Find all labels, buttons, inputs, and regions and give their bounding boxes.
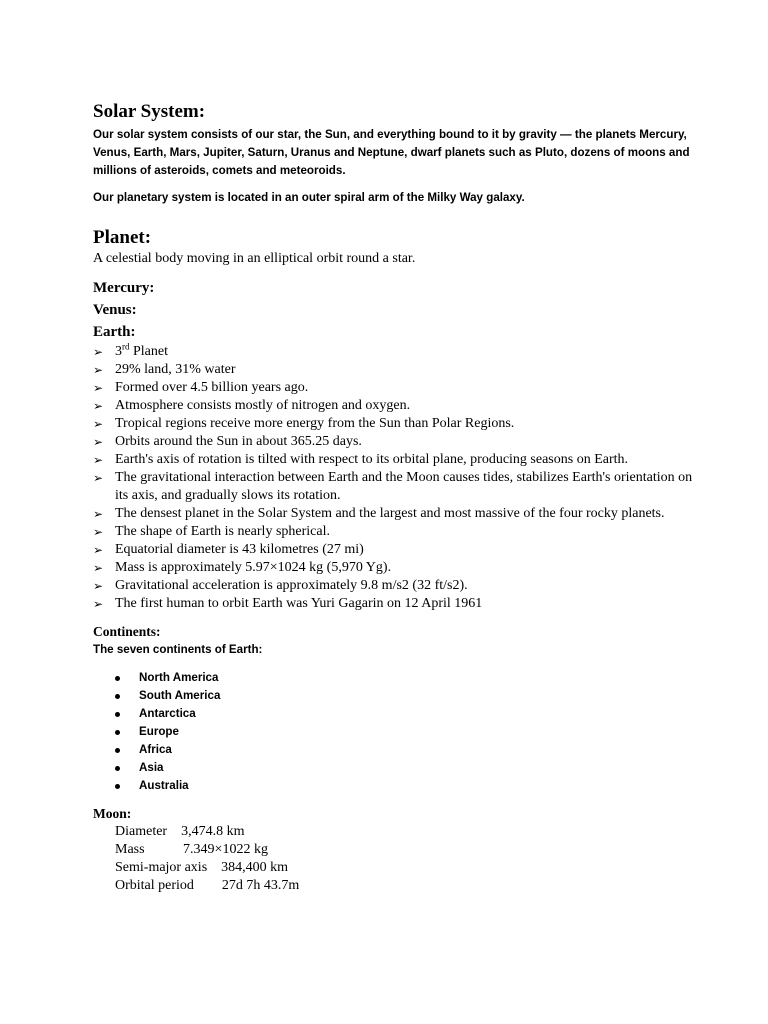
arrow-bullet-icon: ➢ [93, 507, 104, 521]
bullet-dot-icon [115, 784, 120, 789]
continents-heading: Continents: [93, 624, 161, 639]
earth-fact-item [93, 559, 693, 577]
earth-fact-text: Equatorial diameter is 43 kilometres (27 mi) [115, 542, 364, 557]
earth-fact-text: 29% land, 31% water [115, 362, 236, 377]
continent-item [93, 687, 693, 705]
earth-fact-text: The first human to orbit Earth was Yuri Gagarin on 12 April 1961 [115, 596, 483, 611]
arrow-bullet-icon: ➢ [93, 381, 104, 395]
earth-fact-item [93, 397, 693, 415]
continent-item [93, 705, 693, 723]
earth-fact-item [93, 415, 693, 433]
earth-fact-text: Orbits around the Sun in about 365.25 days. [115, 434, 362, 449]
earth-fact-text: The shape of Earth is nearly spherical. [115, 524, 330, 539]
bullet-dot-icon [115, 766, 120, 771]
earth-fact-item [93, 523, 693, 541]
earth-fact-item [93, 505, 693, 523]
arrow-bullet-icon: ➢ [93, 543, 104, 557]
earth-fact-text: The gravitational interaction between Earth and the Moon causes tides, stabilizes Earth's orientation on its axis, and gradually slows its rotation. [115, 470, 693, 503]
arrow-bullet-icon: ➢ [93, 399, 104, 413]
moon-fact-row: Semi-major axis 384,400 km [115, 860, 289, 875]
earth-fact-item [93, 361, 693, 379]
earth-fact-item [93, 343, 693, 361]
continent-label: Australia [139, 779, 189, 792]
arrow-bullet-icon: ➢ [93, 363, 104, 377]
planet-heading: Planet: [93, 227, 152, 248]
mercury-heading: Mercury: [93, 280, 155, 296]
arrow-bullet-icon: ➢ [93, 597, 104, 611]
solar-system-paragraph: Our solar system consists of our star, the Sun, and everything bound to it by gravity — the planets Mercury, Venus, Earth, Mars, Jupiter, Saturn, Uranus and Neptune, dwarf planets such as Pluto, dozens of moons and millions of asteroids, comets and meteoroids. [93, 128, 690, 177]
arrow-bullet-icon: ➢ [93, 417, 104, 431]
bullet-dot-icon [115, 694, 120, 699]
continent-label: North America [139, 671, 219, 684]
bullet-dot-icon [115, 712, 120, 717]
bullet-dot-icon [115, 676, 120, 681]
arrow-bullet-icon: ➢ [93, 345, 104, 359]
earth-fact-item [93, 469, 693, 505]
arrow-bullet-icon: ➢ [93, 453, 104, 467]
bullet-dot-icon [115, 730, 120, 735]
continents-subheading: The seven continents of Earth: [93, 643, 263, 656]
arrow-bullet-icon: ➢ [93, 435, 104, 449]
earth-fact-item [93, 379, 693, 397]
earth-fact-text: Formed over 4.5 billion years ago. [115, 380, 309, 395]
earth-fact-item [93, 577, 693, 595]
arrow-bullet-icon: ➢ [93, 525, 104, 539]
earth-fact-item [93, 595, 693, 613]
arrow-bullet-icon: ➢ [93, 471, 104, 485]
moon-fact-row: Orbital period 27d 7h 43.7m [115, 878, 300, 893]
earth-fact-text: The densest planet in the Solar System and the largest and most massive of the four rocky planets. [115, 506, 665, 521]
moon-fact-row: Mass 7.349×1022 kg [115, 842, 268, 857]
moon-heading: Moon: [93, 806, 132, 821]
earth-fact-text: Mass is approximately 5.97×1024 kg (5,970 Yg). [115, 560, 392, 575]
continent-label: Europe [139, 725, 179, 738]
continent-item [93, 723, 693, 741]
milky-way-paragraph: Our planetary system is located in an outer spiral arm of the Milky Way galaxy. [93, 191, 525, 204]
earth-fact-text: Tropical regions receive more energy from the Sun than Polar Regions. [115, 416, 515, 431]
earth-fact-item [93, 541, 693, 559]
superscript: rd [122, 341, 130, 352]
continent-item [93, 741, 693, 759]
continent-item [93, 759, 693, 777]
continent-item [93, 669, 693, 687]
continent-item [93, 777, 693, 795]
solar-system-heading: Solar System: [93, 101, 206, 122]
continent-label: South America [139, 689, 221, 702]
earth-fact-item [93, 451, 693, 469]
earth-fact-item [93, 433, 693, 451]
arrow-bullet-icon: ➢ [93, 579, 104, 593]
continents-list [93, 669, 693, 795]
moon-facts [93, 823, 693, 895]
earth-fact-text: Gravitational acceleration is approximately 9.8 m/s2 (32 ft/s2). [115, 578, 468, 593]
earth-fact-text: Atmosphere consists mostly of nitrogen and oxygen. [115, 398, 411, 413]
bullet-dot-icon [115, 748, 120, 753]
earth-fact-text-suffix: Planet [129, 344, 168, 359]
earth-heading: Earth: [93, 324, 136, 340]
earth-facts-list [93, 343, 693, 613]
earth-fact-text: 3 [115, 344, 122, 359]
continent-label: Asia [139, 761, 164, 774]
moon-fact-row: Diameter 3,474.8 km [115, 824, 245, 839]
venus-heading: Venus: [93, 302, 137, 318]
continent-label: Africa [139, 743, 172, 756]
arrow-bullet-icon: ➢ [93, 561, 104, 575]
continent-label: Antarctica [139, 707, 196, 720]
planet-definition: A celestial body moving in an elliptical orbit round a star. [93, 251, 416, 266]
document-page [93, 100, 693, 895]
earth-fact-text: Earth's axis of rotation is tilted with respect to its orbital plane, producing seasons on Earth. [115, 452, 629, 467]
